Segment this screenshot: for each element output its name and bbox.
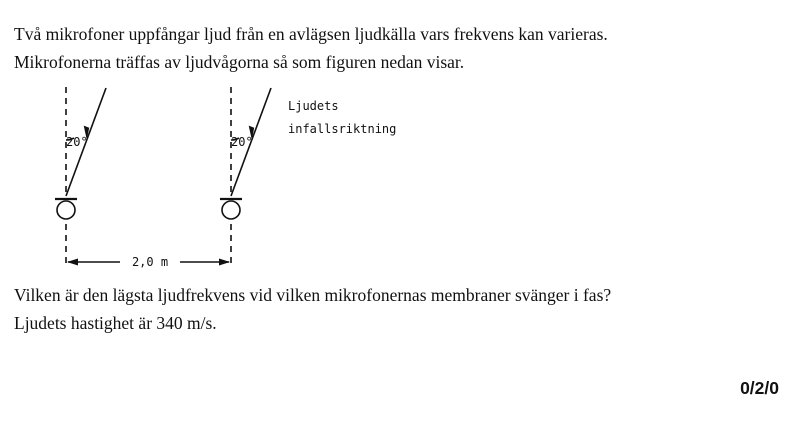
problem-question — [14, 281, 611, 337]
microphone-figure — [40, 82, 440, 272]
direction-label-line-2: infallsriktning — [288, 122, 397, 136]
dimension-arrow-right — [219, 259, 230, 266]
left-microphone — [57, 201, 75, 219]
intro-line-1: Två mikrofoner uppfångar ljud från en avlägsen ljudkälla vars frekvens kan varieras. — [14, 24, 608, 44]
distance-label: 2,0 m — [131, 255, 169, 269]
question-line-1: Vilken är den lägsta ljudfrekvens vid vilken mikrofonernas membraner svänger i fas? — [14, 285, 612, 305]
direction-label-line-1: Ljudets — [288, 99, 339, 113]
question-line-2: Ljudets hastighet är 340 m/s. — [14, 313, 217, 333]
problem-intro — [14, 20, 608, 76]
left-angle-label: 20° — [66, 135, 88, 149]
intro-line-2: Mikrofonerna träffas av ljudvågorna så som figuren nedan visar. — [14, 52, 465, 72]
right-microphone — [222, 201, 240, 219]
score-label: 0/2/0 — [740, 378, 779, 398]
right-angle-label: 20° — [231, 135, 253, 149]
dimension-arrow-left — [67, 259, 78, 266]
